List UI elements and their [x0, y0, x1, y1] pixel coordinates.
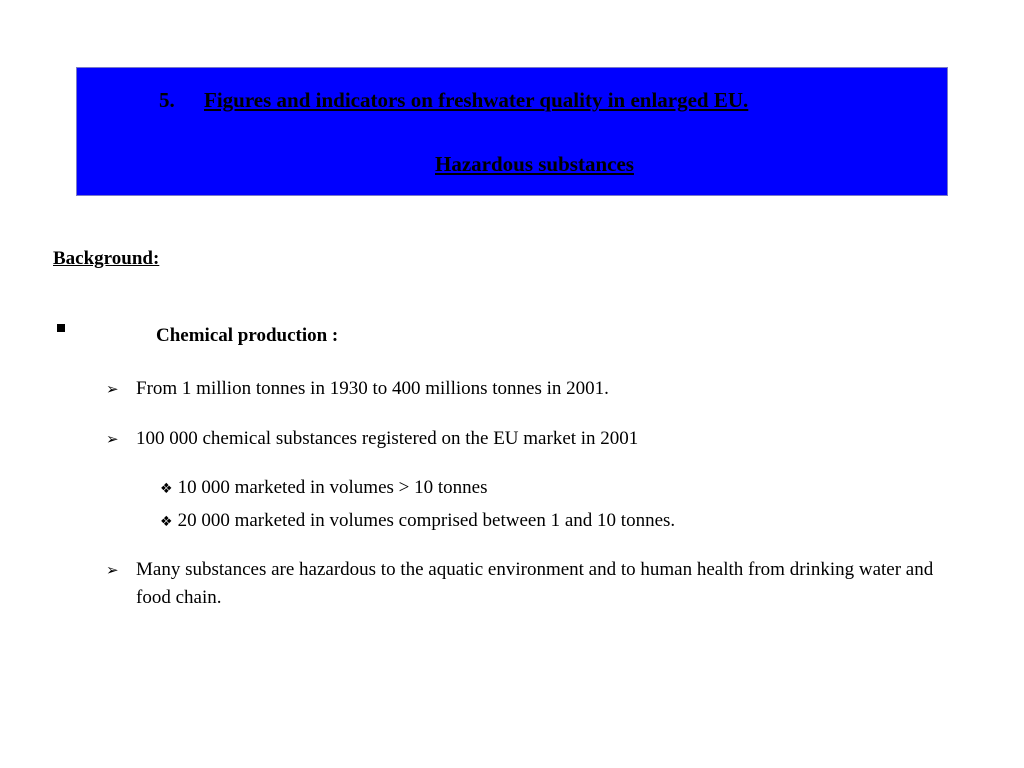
bullet-heading: Chemical production :	[156, 325, 339, 346]
slide-title	[159, 88, 748, 113]
list-item	[106, 425, 936, 453]
arrow-bullet-icon: ➢	[106, 561, 119, 579]
sub-list-item-text: 20 000 marketed in volumes comprised between 1 and 10 tonnes.	[177, 510, 676, 531]
list-item	[106, 375, 936, 403]
list-item	[106, 556, 936, 612]
square-bullet-icon	[57, 324, 65, 332]
section-heading: Background:	[53, 248, 160, 269]
arrow-bullet-icon: ➢	[106, 430, 119, 448]
title-box	[76, 67, 948, 196]
title-text: Figures and indicators on freshwater quality in enlarged EU.	[204, 88, 749, 112]
list-item-text: 100 000 chemical substances registered on the EU market in 2001	[136, 428, 639, 449]
arrow-bullet-icon: ➢	[106, 380, 119, 398]
sub-list-item-text: 10 000 marketed in volumes > 10 tonnes	[177, 477, 488, 498]
list-item-text: Many substances are hazardous to the aquatic environment and to human health from drinking water and food chain.	[136, 559, 934, 608]
slide-subtitle: Hazardous substances	[435, 152, 634, 176]
diamond-bullet-icon: ❖	[160, 514, 173, 530]
sub-list-item	[160, 507, 675, 536]
diamond-bullet-icon: ❖	[160, 481, 173, 497]
title-number: 5.	[159, 88, 175, 112]
list-item-text: From 1 million tonnes in 1930 to 400 millions tonnes in 2001.	[136, 378, 609, 399]
sub-list-item	[160, 474, 487, 503]
